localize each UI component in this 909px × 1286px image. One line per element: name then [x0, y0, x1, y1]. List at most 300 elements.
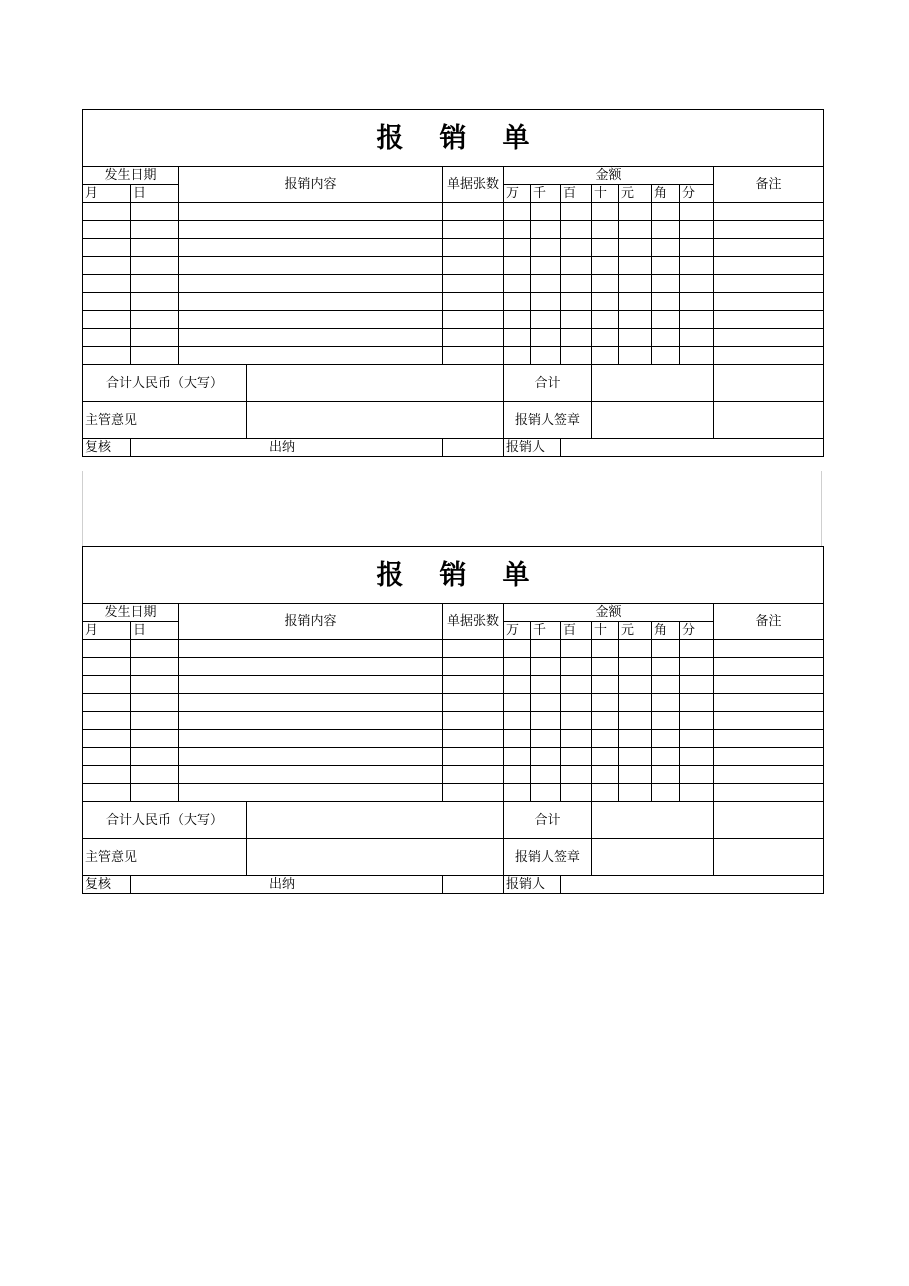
- month-header: 月: [83, 185, 131, 203]
- content-cell[interactable]: [179, 311, 443, 329]
- remark-cell[interactable]: [714, 221, 824, 239]
- month-cell[interactable]: [83, 658, 131, 676]
- total-rmb-field[interactable]: [247, 365, 504, 402]
- claimant-label: 报销人: [504, 876, 561, 894]
- remark-cell[interactable]: [714, 203, 824, 221]
- yuan-cell[interactable]: [619, 640, 652, 658]
- unit-wan-header: 万: [504, 185, 531, 203]
- jiao-cell[interactable]: [652, 257, 680, 275]
- remark-cell[interactable]: [714, 694, 824, 712]
- remark-cell[interactable]: [714, 257, 824, 275]
- receipts-cell[interactable]: [443, 694, 504, 712]
- month-cell[interactable]: [83, 311, 131, 329]
- unit-bai-header: 百: [561, 622, 592, 640]
- entry-row: [83, 784, 824, 802]
- jiao-cell[interactable]: [652, 239, 680, 257]
- remark-cell[interactable]: [714, 658, 824, 676]
- receipts-cell[interactable]: [443, 239, 504, 257]
- content-header: 报销内容: [179, 604, 443, 640]
- shi-cell[interactable]: [592, 658, 619, 676]
- jiao-cell[interactable]: [652, 329, 680, 347]
- day-cell[interactable]: [131, 329, 179, 347]
- entry-row: [83, 329, 824, 347]
- wan-cell[interactable]: [504, 203, 531, 221]
- day-cell[interactable]: [131, 239, 179, 257]
- month-cell[interactable]: [83, 712, 131, 730]
- qian-cell[interactable]: [531, 293, 561, 311]
- day-cell[interactable]: [131, 640, 179, 658]
- wan-cell[interactable]: [504, 221, 531, 239]
- total-remark-field[interactable]: [714, 365, 824, 402]
- content-cell[interactable]: [179, 257, 443, 275]
- qian-cell[interactable]: [531, 748, 561, 766]
- receipts-cell[interactable]: [443, 766, 504, 784]
- qian-cell[interactable]: [531, 239, 561, 257]
- cashier-field[interactable]: [443, 876, 504, 894]
- fen-cell[interactable]: [680, 239, 714, 257]
- jiao-cell[interactable]: [652, 293, 680, 311]
- shi-cell[interactable]: [592, 221, 619, 239]
- month-cell[interactable]: [83, 293, 131, 311]
- bai-cell[interactable]: [561, 658, 592, 676]
- jiao-cell[interactable]: [652, 640, 680, 658]
- fen-cell[interactable]: [680, 293, 714, 311]
- shi-cell[interactable]: [592, 275, 619, 293]
- unit-qian-header: 千: [531, 622, 561, 640]
- supervisor-field[interactable]: [247, 839, 504, 876]
- day-cell[interactable]: [131, 203, 179, 221]
- entry-row: [83, 676, 824, 694]
- shi-cell[interactable]: [592, 329, 619, 347]
- bai-cell[interactable]: [561, 311, 592, 329]
- receipts-cell[interactable]: [443, 311, 504, 329]
- receipts-cell[interactable]: [443, 712, 504, 730]
- day-cell[interactable]: [131, 347, 179, 365]
- content-cell[interactable]: [179, 748, 443, 766]
- remark-cell[interactable]: [714, 784, 824, 802]
- form-separator: [82, 471, 822, 546]
- qian-cell[interactable]: [531, 640, 561, 658]
- receipts-cell[interactable]: [443, 257, 504, 275]
- remark-cell[interactable]: [714, 640, 824, 658]
- unit-qian-header: 千: [531, 185, 561, 203]
- content-cell[interactable]: [179, 239, 443, 257]
- jiao-cell[interactable]: [652, 203, 680, 221]
- cashier-label: 出纳: [131, 439, 443, 457]
- remark-cell[interactable]: [714, 712, 824, 730]
- content-cell[interactable]: [179, 676, 443, 694]
- entry-row: [83, 640, 824, 658]
- cashier-field[interactable]: [443, 439, 504, 457]
- unit-shi-header: 十: [592, 185, 619, 203]
- entry-row: [83, 347, 824, 365]
- receipts-cell[interactable]: [443, 329, 504, 347]
- qian-cell[interactable]: [531, 784, 561, 802]
- remark-header: 备注: [714, 604, 824, 640]
- bai-cell[interactable]: [561, 329, 592, 347]
- wan-cell[interactable]: [504, 275, 531, 293]
- yuan-cell[interactable]: [619, 257, 652, 275]
- remark-cell[interactable]: [714, 766, 824, 784]
- qian-cell[interactable]: [531, 694, 561, 712]
- bai-cell[interactable]: [561, 712, 592, 730]
- wan-cell[interactable]: [504, 676, 531, 694]
- voucher-title: [83, 110, 824, 167]
- qian-cell[interactable]: [531, 275, 561, 293]
- content-cell[interactable]: [179, 640, 443, 658]
- title-char: 销: [439, 559, 467, 591]
- supervisor-label: 主管意见: [83, 402, 247, 439]
- month-cell[interactable]: [83, 766, 131, 784]
- receipts-cell[interactable]: [443, 784, 504, 802]
- yuan-cell[interactable]: [619, 311, 652, 329]
- claimant-sign-field[interactable]: [592, 402, 714, 439]
- claimant-sign-field[interactable]: [592, 839, 714, 876]
- month-cell[interactable]: [83, 275, 131, 293]
- yuan-cell[interactable]: [619, 658, 652, 676]
- yuan-cell[interactable]: [619, 221, 652, 239]
- day-cell[interactable]: [131, 748, 179, 766]
- yuan-cell[interactable]: [619, 329, 652, 347]
- content-cell[interactable]: [179, 293, 443, 311]
- day-cell[interactable]: [131, 784, 179, 802]
- fen-cell[interactable]: [680, 658, 714, 676]
- receipts-cell[interactable]: [443, 676, 504, 694]
- content-cell[interactable]: [179, 730, 443, 748]
- jiao-cell[interactable]: [652, 347, 680, 365]
- qian-cell[interactable]: [531, 712, 561, 730]
- sign-remark-field[interactable]: [714, 402, 824, 439]
- wan-cell[interactable]: [504, 293, 531, 311]
- receipts-cell[interactable]: [443, 658, 504, 676]
- fen-cell[interactable]: [680, 221, 714, 239]
- day-cell[interactable]: [131, 311, 179, 329]
- month-cell[interactable]: [83, 329, 131, 347]
- fen-cell[interactable]: [680, 257, 714, 275]
- month-cell[interactable]: [83, 221, 131, 239]
- shi-cell[interactable]: [592, 347, 619, 365]
- receipts-cell[interactable]: [443, 347, 504, 365]
- entry-row: [83, 203, 824, 221]
- yuan-cell[interactable]: [619, 347, 652, 365]
- reimbursement-voucher-table: [82, 109, 824, 457]
- content-header: 报销内容: [179, 167, 443, 203]
- remark-cell[interactable]: [714, 347, 824, 365]
- entry-row: [83, 239, 824, 257]
- day-cell[interactable]: [131, 712, 179, 730]
- title-char: 销: [439, 122, 467, 154]
- fen-cell[interactable]: [680, 784, 714, 802]
- entry-row: [83, 748, 824, 766]
- claimant-label: 报销人: [504, 439, 561, 457]
- jiao-cell[interactable]: [652, 784, 680, 802]
- unit-fen-header: 分: [680, 622, 714, 640]
- fen-cell[interactable]: [680, 311, 714, 329]
- wan-cell[interactable]: [504, 329, 531, 347]
- shi-cell[interactable]: [592, 311, 619, 329]
- total-rmb-field[interactable]: [247, 802, 504, 839]
- receipts-cell[interactable]: [443, 730, 504, 748]
- wan-cell[interactable]: [504, 239, 531, 257]
- bai-cell[interactable]: [561, 694, 592, 712]
- bai-cell[interactable]: [561, 784, 592, 802]
- fen-cell[interactable]: [680, 748, 714, 766]
- remark-cell[interactable]: [714, 730, 824, 748]
- receipts-header: 单据张数: [443, 167, 504, 203]
- reimbursement-form-top: [82, 109, 822, 457]
- fen-cell[interactable]: [680, 730, 714, 748]
- bai-cell[interactable]: [561, 257, 592, 275]
- day-cell[interactable]: [131, 275, 179, 293]
- qian-cell[interactable]: [531, 730, 561, 748]
- qian-cell[interactable]: [531, 257, 561, 275]
- bai-cell[interactable]: [561, 347, 592, 365]
- qian-cell[interactable]: [531, 311, 561, 329]
- entry-row: [83, 766, 824, 784]
- remark-header: 备注: [714, 167, 824, 203]
- jiao-cell[interactable]: [652, 676, 680, 694]
- month-cell[interactable]: [83, 203, 131, 221]
- claimant-field[interactable]: [561, 876, 824, 894]
- content-cell[interactable]: [179, 329, 443, 347]
- wan-cell[interactable]: [504, 658, 531, 676]
- remark-cell[interactable]: [714, 311, 824, 329]
- shi-cell[interactable]: [592, 784, 619, 802]
- title-char: 报: [376, 122, 404, 154]
- yuan-cell[interactable]: [619, 239, 652, 257]
- shi-cell[interactable]: [592, 293, 619, 311]
- remark-cell[interactable]: [714, 275, 824, 293]
- day-cell[interactable]: [131, 257, 179, 275]
- bai-cell[interactable]: [561, 676, 592, 694]
- shi-cell[interactable]: [592, 257, 619, 275]
- jiao-cell[interactable]: [652, 658, 680, 676]
- review-label: 复核: [83, 439, 131, 457]
- entry-row: [83, 221, 824, 239]
- wan-cell[interactable]: [504, 640, 531, 658]
- wan-cell[interactable]: [504, 784, 531, 802]
- jiao-cell[interactable]: [652, 712, 680, 730]
- content-cell[interactable]: [179, 766, 443, 784]
- day-cell[interactable]: [131, 658, 179, 676]
- supervisor-label: 主管意见: [83, 839, 247, 876]
- qian-cell[interactable]: [531, 203, 561, 221]
- shi-cell[interactable]: [592, 730, 619, 748]
- entry-row: [83, 257, 824, 275]
- reimbursement-form-bottom: [82, 546, 822, 894]
- remark-cell[interactable]: [714, 748, 824, 766]
- wan-cell[interactable]: [504, 347, 531, 365]
- fen-cell[interactable]: [680, 712, 714, 730]
- month-cell[interactable]: [83, 239, 131, 257]
- qian-cell[interactable]: [531, 347, 561, 365]
- month-cell[interactable]: [83, 730, 131, 748]
- unit-jiao-header: 角: [652, 185, 680, 203]
- sign-remark-field[interactable]: [714, 839, 824, 876]
- content-cell[interactable]: [179, 203, 443, 221]
- total-remark-field[interactable]: [714, 802, 824, 839]
- yuan-cell[interactable]: [619, 694, 652, 712]
- unit-wan-header: 万: [504, 622, 531, 640]
- entry-row: [83, 275, 824, 293]
- supervisor-field[interactable]: [247, 402, 504, 439]
- content-cell[interactable]: [179, 694, 443, 712]
- content-cell[interactable]: [179, 347, 443, 365]
- content-cell[interactable]: [179, 275, 443, 293]
- entry-row: [83, 694, 824, 712]
- total-field[interactable]: [592, 365, 714, 402]
- jiao-cell[interactable]: [652, 311, 680, 329]
- yuan-cell[interactable]: [619, 730, 652, 748]
- remark-cell[interactable]: [714, 293, 824, 311]
- day-cell[interactable]: [131, 293, 179, 311]
- unit-yuan-header: 元: [619, 622, 652, 640]
- cashier-label: 出纳: [131, 876, 443, 894]
- entry-row: [83, 658, 824, 676]
- day-cell[interactable]: [131, 676, 179, 694]
- entry-row: [83, 293, 824, 311]
- jiao-cell[interactable]: [652, 694, 680, 712]
- remark-cell[interactable]: [714, 239, 824, 257]
- day-header: 日: [131, 185, 179, 203]
- month-cell[interactable]: [83, 347, 131, 365]
- shi-cell[interactable]: [592, 640, 619, 658]
- total-field[interactable]: [592, 802, 714, 839]
- shi-cell[interactable]: [592, 239, 619, 257]
- bai-cell[interactable]: [561, 748, 592, 766]
- receipts-cell[interactable]: [443, 203, 504, 221]
- review-label: 复核: [83, 876, 131, 894]
- jiao-cell[interactable]: [652, 730, 680, 748]
- shi-cell[interactable]: [592, 766, 619, 784]
- remark-cell[interactable]: [714, 329, 824, 347]
- yuan-cell[interactable]: [619, 293, 652, 311]
- fen-cell[interactable]: [680, 275, 714, 293]
- date-header: 发生日期: [83, 604, 179, 622]
- month-cell[interactable]: [83, 784, 131, 802]
- receipts-cell[interactable]: [443, 221, 504, 239]
- day-cell[interactable]: [131, 221, 179, 239]
- receipts-cell[interactable]: [443, 275, 504, 293]
- fen-cell[interactable]: [680, 329, 714, 347]
- month-cell[interactable]: [83, 748, 131, 766]
- wan-cell[interactable]: [504, 766, 531, 784]
- wan-cell[interactable]: [504, 748, 531, 766]
- bai-cell[interactable]: [561, 221, 592, 239]
- yuan-cell[interactable]: [619, 784, 652, 802]
- day-cell[interactable]: [131, 694, 179, 712]
- fen-cell[interactable]: [680, 766, 714, 784]
- yuan-cell[interactable]: [619, 676, 652, 694]
- reimbursement-voucher-table: [82, 546, 824, 894]
- fen-cell[interactable]: [680, 694, 714, 712]
- claimant-sign-label: 报销人签章: [504, 839, 592, 876]
- wan-cell[interactable]: [504, 311, 531, 329]
- unit-shi-header: 十: [592, 622, 619, 640]
- month-header: 月: [83, 622, 131, 640]
- fen-cell[interactable]: [680, 640, 714, 658]
- remark-cell[interactable]: [714, 676, 824, 694]
- claimant-field[interactable]: [561, 439, 824, 457]
- yuan-cell[interactable]: [619, 712, 652, 730]
- jiao-cell[interactable]: [652, 766, 680, 784]
- claimant-sign-label: 报销人签章: [504, 402, 592, 439]
- unit-yuan-header: 元: [619, 185, 652, 203]
- content-cell[interactable]: [179, 221, 443, 239]
- receipts-header: 单据张数: [443, 604, 504, 640]
- receipts-cell[interactable]: [443, 640, 504, 658]
- jiao-cell[interactable]: [652, 221, 680, 239]
- yuan-cell[interactable]: [619, 748, 652, 766]
- fen-cell[interactable]: [680, 347, 714, 365]
- jiao-cell[interactable]: [652, 748, 680, 766]
- shi-cell[interactable]: [592, 694, 619, 712]
- bai-cell[interactable]: [561, 239, 592, 257]
- fen-cell[interactable]: [680, 676, 714, 694]
- qian-cell[interactable]: [531, 221, 561, 239]
- entry-row: [83, 730, 824, 748]
- shi-cell[interactable]: [592, 748, 619, 766]
- day-header: 日: [131, 622, 179, 640]
- day-cell[interactable]: [131, 766, 179, 784]
- total-label: 合计: [504, 802, 592, 839]
- month-cell[interactable]: [83, 257, 131, 275]
- bai-cell[interactable]: [561, 640, 592, 658]
- wan-cell[interactable]: [504, 712, 531, 730]
- date-header: 发生日期: [83, 167, 179, 185]
- yuan-cell[interactable]: [619, 275, 652, 293]
- bai-cell[interactable]: [561, 766, 592, 784]
- bai-cell[interactable]: [561, 203, 592, 221]
- title-char: 单: [502, 559, 530, 591]
- shi-cell[interactable]: [592, 712, 619, 730]
- month-cell[interactable]: [83, 676, 131, 694]
- wan-cell[interactable]: [504, 257, 531, 275]
- shi-cell[interactable]: [592, 203, 619, 221]
- entry-row: [83, 311, 824, 329]
- total-rmb-label: 合计人民币（大写）: [83, 802, 247, 839]
- bai-cell[interactable]: [561, 275, 592, 293]
- yuan-cell[interactable]: [619, 766, 652, 784]
- content-cell[interactable]: [179, 784, 443, 802]
- bai-cell[interactable]: [561, 293, 592, 311]
- month-cell[interactable]: [83, 640, 131, 658]
- title-char: 单: [502, 122, 530, 154]
- bai-cell[interactable]: [561, 730, 592, 748]
- content-cell[interactable]: [179, 658, 443, 676]
- shi-cell[interactable]: [592, 676, 619, 694]
- fen-cell[interactable]: [680, 203, 714, 221]
- yuan-cell[interactable]: [619, 203, 652, 221]
- qian-cell[interactable]: [531, 676, 561, 694]
- unit-fen-header: 分: [680, 185, 714, 203]
- wan-cell[interactable]: [504, 730, 531, 748]
- total-rmb-label: 合计人民币（大写）: [83, 365, 247, 402]
- qian-cell[interactable]: [531, 766, 561, 784]
- qian-cell[interactable]: [531, 329, 561, 347]
- receipts-cell[interactable]: [443, 748, 504, 766]
- jiao-cell[interactable]: [652, 275, 680, 293]
- month-cell[interactable]: [83, 694, 131, 712]
- day-cell[interactable]: [131, 730, 179, 748]
- receipts-cell[interactable]: [443, 293, 504, 311]
- amount-header: 金额: [504, 604, 714, 622]
- content-cell[interactable]: [179, 712, 443, 730]
- wan-cell[interactable]: [504, 694, 531, 712]
- qian-cell[interactable]: [531, 658, 561, 676]
- title-char: 报: [376, 559, 404, 591]
- entry-row: [83, 712, 824, 730]
